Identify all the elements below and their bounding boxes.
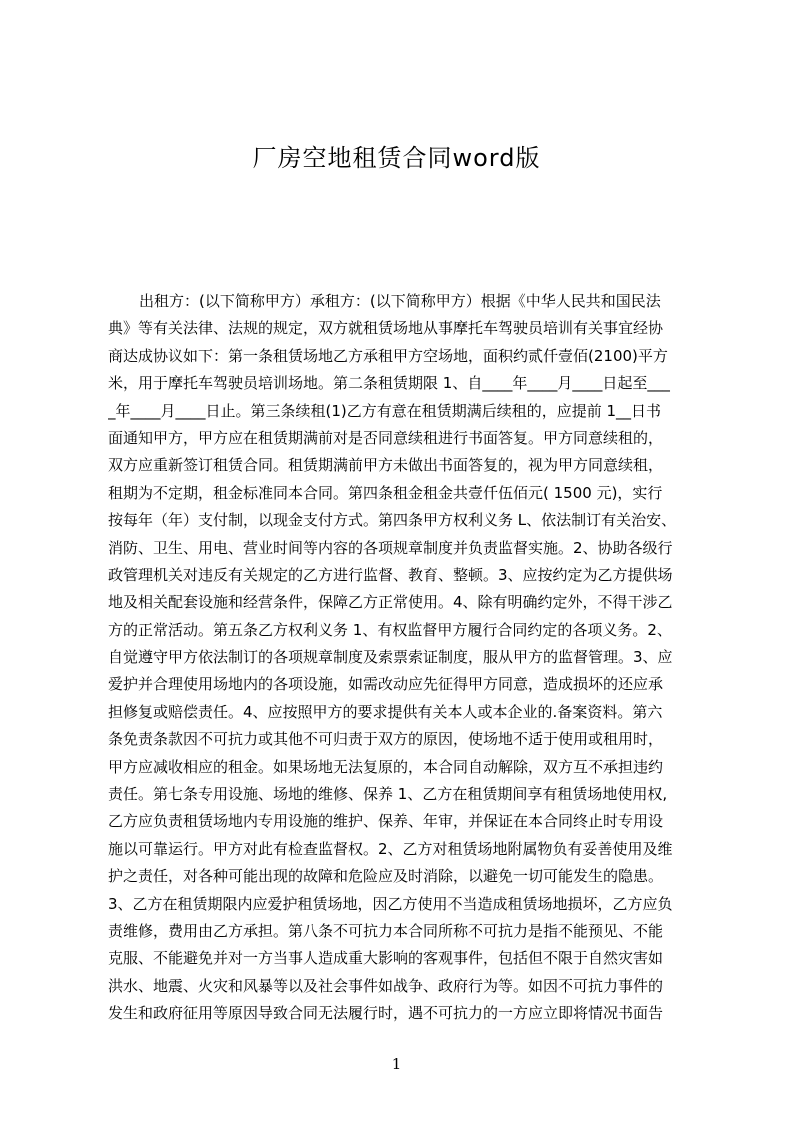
paragraph-line: 方的正常活动。第五条乙方权利义务 1、有权监督甲方履行合同约定的各项义务。2、 xyxy=(108,620,672,639)
paragraph-line: 按每年（年）支付制，以现金支付方式。第四条甲方权利义务 L、依法制订有关治安、 xyxy=(108,511,677,530)
page-number: 1 xyxy=(391,1055,402,1073)
paragraph-line: 双方应重新签订租赁合同。租赁期满前甲方未做出书面答复的，视为甲方同意续租， xyxy=(108,456,664,475)
paragraph-line: 米，用于摩托车驾驶员培训场地。第二条租赁期限 1、自____年____月____日起至___ xyxy=(108,374,670,393)
paragraph-line: 发生和政府征用等原因导致合同无法履行时，遇不可抗力的一方应立即将情况书面告 xyxy=(108,1004,664,1023)
document-title: 厂房空地租赁合同word版 xyxy=(252,144,541,172)
paragraph-line: 商达成协议如下：第一条租赁场地乙方承租甲方空场地，面积约贰仟壹佰(2100)平方 xyxy=(108,346,668,365)
paragraph-line: 出租方：(以下简称甲方）承租方：(以下简称甲方）根据《中华人民共和国民法 xyxy=(139,292,661,310)
paragraph-line: 担修复或赔偿责任。4、应按照甲方的要求提供有关本人或本企业的.备案资料。第六 xyxy=(108,702,663,721)
paragraph-line: 条免责条款因不可抗力或其他不可归责于双方的原因，使场地不适于使用或租用时， xyxy=(108,730,664,749)
paragraph-line: 责维修，费用由乙方承担。第八条不可抗力本合同所称不可抗力是指不能预见、不能 xyxy=(108,921,664,940)
paragraph-line: 消防、卫生、用电、营业时间等内容的各项规章制度并负责监督实施。2、协助各级行 xyxy=(108,538,673,557)
paragraph-line: 洪水、地震、火灾和风暴等以及社会事件如战争、政府行为等。如因不可抗力事件的 xyxy=(108,976,664,995)
paragraph-line: 自觉遵守甲方依法制订的各项规章制度及索票索证制度，服从甲方的监督管理。3、应 xyxy=(108,648,673,667)
paragraph-line: 甲方应减收相应的租金。如果场地无法复原的，本合同自动解除，双方互不承担违约 xyxy=(108,757,664,776)
document-body xyxy=(108,288,698,1038)
paragraph-line: 乙方应负责租赁场地内专用设施的维护、保养、年审，并保证在本合同终止时专用设 xyxy=(108,812,664,831)
paragraph-line: 爱护并合理使用场地内的各项设施，如需改动应先征得甲方同意，造成损坏的还应承 xyxy=(108,675,664,694)
paragraph-line: 施以可靠运行。甲方对此有检查监督权。2、乙方对租赁场地附属物负有妥善使用及维 xyxy=(108,839,673,858)
paragraph-line: _年____月____日止。第三条续租(1)乙方有意在租赁期满后续租的，应提前 1__日书 xyxy=(108,401,662,420)
paragraph-line: 典》等有关法律、法规的规定，双方就租赁场地从事摩托车驾驶员培训有关事宜经协 xyxy=(108,319,664,338)
paragraph-line: 克服、不能避免并对一方当事人造成重大影响的客观事件，包括但不限于自然灾害如 xyxy=(108,949,664,968)
paragraph-line: 3、乙方在租赁期限内应爱护租赁场地，因乙方使用不当造成租赁场地损坏，乙方应负 xyxy=(108,894,673,913)
paragraph-line: 租期为不定期，租金标准同本合同。第四条租金租金共壹仟伍佰元( 1500 元)，实行 xyxy=(108,483,663,502)
paragraph-line: 政管理机关对违反有关规定的乙方进行监督、教育、整顿。3、应按约定为乙方提供场 xyxy=(108,565,673,584)
paragraph-line: 责任。第七条专用设施、场地的维修、保养 1、乙方在租赁期间享有租赁场地使用权, xyxy=(108,785,668,804)
paragraph-line: 面通知甲方，甲方应在租赁期满前对是否同意续租进行书面答复。甲方同意续租的， xyxy=(108,428,664,447)
paragraph-line: 护之责任，对各种可能出现的故障和危险应及时消除，以避免一切可能发生的隐患。 xyxy=(108,867,664,886)
paragraph-line: 地及相关配套设施和经营条件，保障乙方正常使用。4、除有明确约定外，不得干涉乙 xyxy=(108,593,673,612)
